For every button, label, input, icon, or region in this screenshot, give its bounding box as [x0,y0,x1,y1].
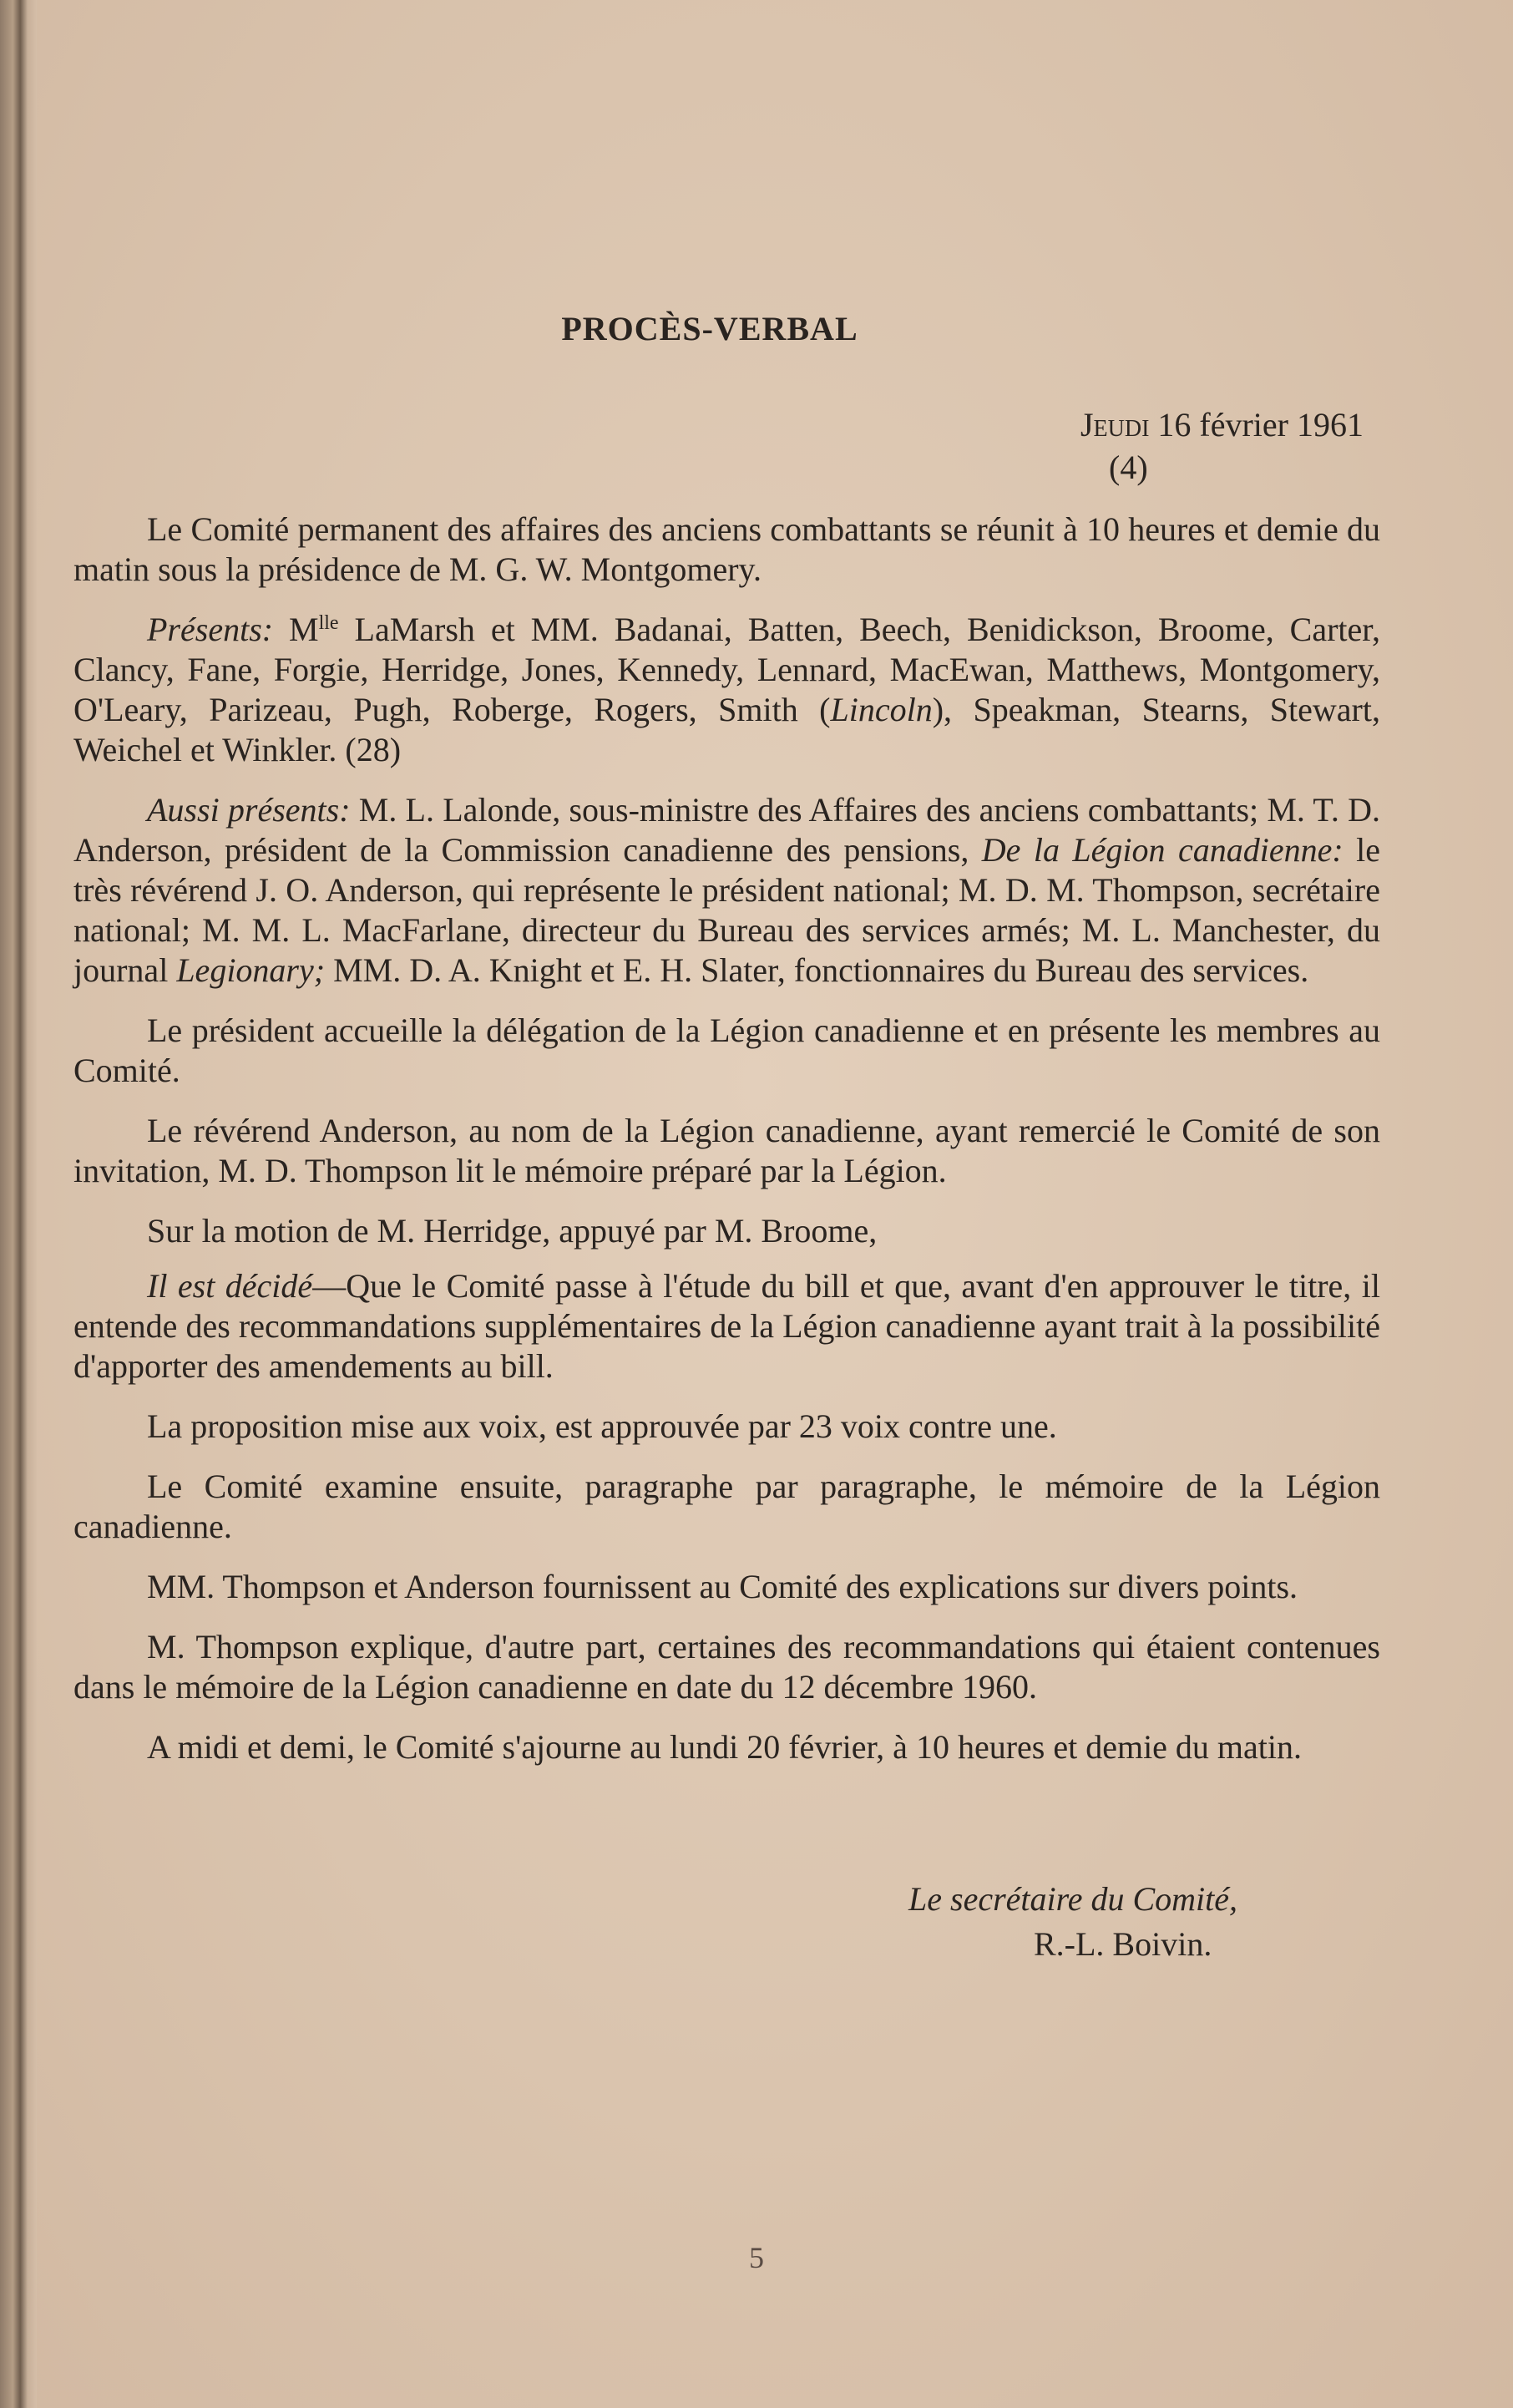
paragraph-opening: Le Comité permanent des affaires des anciens combattants se réunit à 10 heures et demie du matin sous la présidence de M. G. W. Montgomery. [73,510,1380,588]
paragraph-members-present [73,610,1380,770]
legionary-label: Legionary; [176,951,326,989]
signature-role: Le secrétaire du Comité, [908,1880,1238,1918]
members-list-tail: ), Speakman, Stearns, Stewart, Weichel et Winkler. (28) [73,691,1380,768]
resolution-text: —Que le Comité passe à l'étude du bill et que, avant d'en approuver le titre, il entende des recommandations supplémentaires de la Légion canadienne ayant trait à la possibilité d'apporter des amendements au bill. [73,1267,1380,1385]
paragraph-vote: La proposition mise aux voix, est approuvée par 23 voix contre une. [147,1407,1057,1445]
lincoln-label: Lincoln [830,691,933,728]
paragraph-recommendations: M. Thompson explique, d'autre part, certaines des recommandations qui étaient contenues dans le mémoire de la Légion canadienne en date du 12 décembre 1960. [73,1628,1380,1706]
also-present-label: Aussi présents: [147,791,351,829]
date-rest: 16 février 1961 [1149,406,1364,444]
also-present-text-3: MM. D. A. Knight et E. H. Slater, fonctionnaires du Bureau des services. [325,951,1309,989]
session-number: (4) [1109,449,1148,486]
paragraph-explanations: MM. Thompson et Anderson fournissent au Comité des explications sur divers points. [147,1568,1298,1605]
resolved-label: Il est décidé [147,1267,313,1305]
meeting-date [73,405,1380,445]
paragraph-examination: Le Comité examine ensuite, paragraphe par paragraphe, le mémoire de la Légion canadienne. [73,1468,1380,1545]
also-present-text-2: le très révérend J. O. Anderson, qui représente le président national; M. D. M. Thompson, secrétaire national; M. M. L. MacFarlane, directeur du Bureau des services armés; M. L. Manchester, du journal [73,831,1380,989]
present-label: Présents: [147,611,274,648]
paragraph-motion: Sur la motion de M. Herridge, appuyé par M. Broome, [147,1212,878,1250]
mlle-abbrev: M [289,611,319,648]
signature-block [908,1879,1376,1964]
page-title: PROCÈS-VERBAL [561,310,858,347]
minutes-paragraphs [73,509,1380,1787]
page-number: 5 [749,2241,764,2274]
also-present-text-1: M. L. Lalonde, sous-ministre des Affaires des anciens combattants; M. T. D. Anderson, président de la Commission canadienne des pensions, [73,791,1380,869]
signature-name: R.-L. Boivin. [1034,1925,1212,1963]
legion-label: De la Légion canadienne: [981,831,1343,869]
members-list: LaMarsh et MM. Badanai, Batten, Beech, Benidickson, Broome, Carter, Clancy, Fane, Forgie, Herridge, Jones, Kennedy, Lennard, MacEwan, Matthews, Montgomery, O'Leary, Parizeau, Pugh, Roberge, Rogers, Smith ( [73,611,1380,728]
paragraph-welcome: Le président accueille la délégation de la Légion canadienne et en présente les membres au Comité. [73,1011,1380,1089]
paragraph-adjournment: A midi et demi, le Comité s'ajourne au lundi 20 février, à 10 heures et demie du matin. [147,1728,1303,1766]
page-binding-edge [0,0,37,2408]
mlle-superscript: lle [318,612,339,634]
paragraph-resolution [73,1266,1380,1387]
paragraph-also-present [73,790,1380,991]
paragraph-brief-read: Le révérend Anderson, au nom de la Légion canadienne, ayant remercié le Comité de son invitation, M. D. Thompson lit le mémoire préparé par la Légion. [73,1112,1380,1189]
date-day: Jeudi [1080,406,1150,444]
